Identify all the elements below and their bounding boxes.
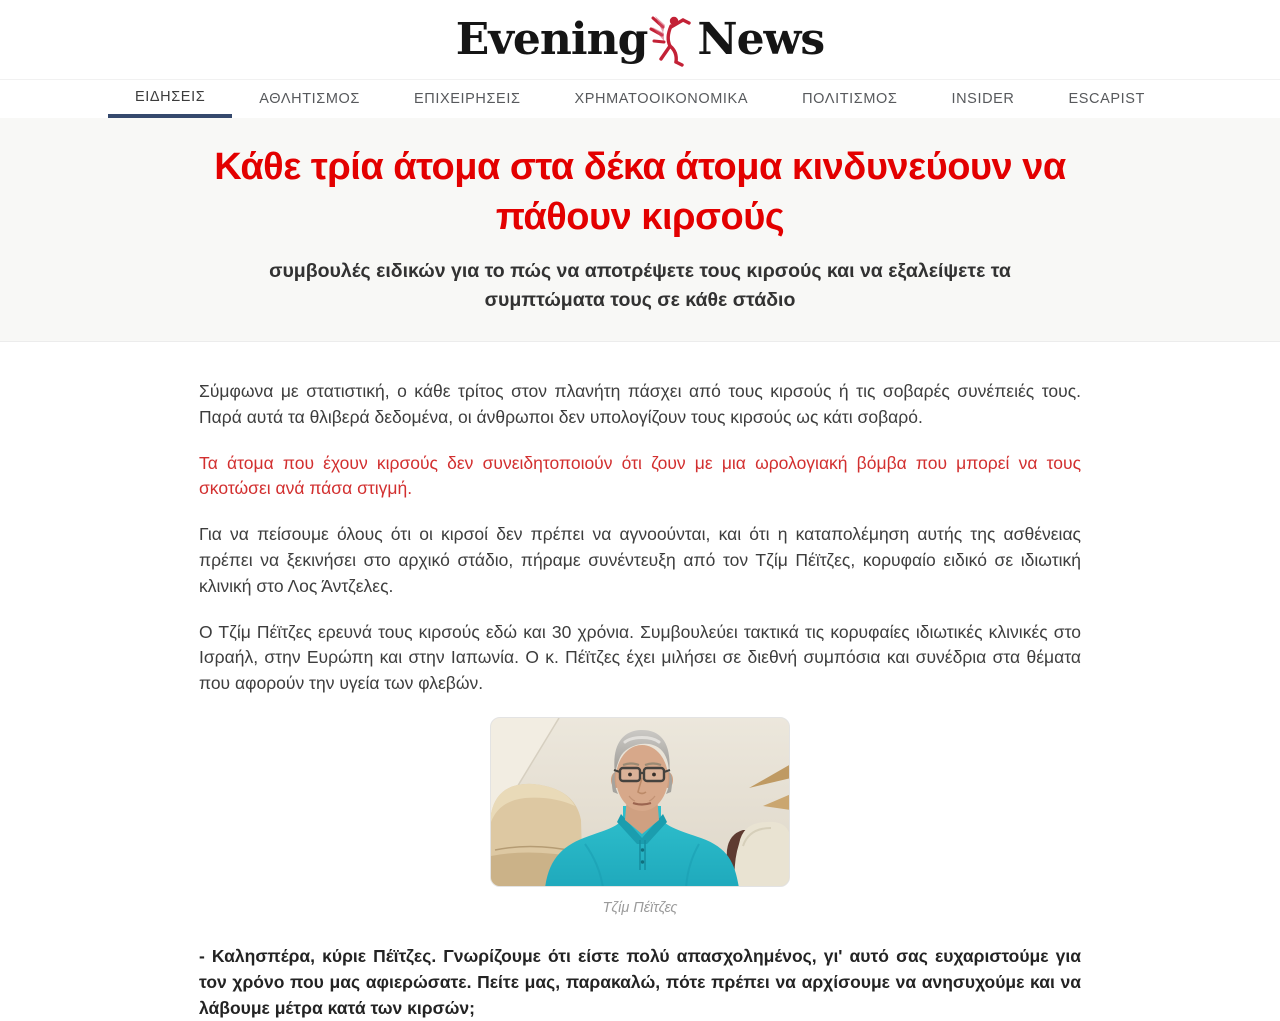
article-body	[199, 342, 1081, 1021]
photo-caption: Τζίμ Πέϊτζες	[602, 899, 678, 916]
article-headline: Κάθε τρία άτομα στα δέκα άτομα κινδυνεύουν να πάθουν κιρσούς	[214, 146, 1066, 238]
nav-item-xrhmatooikonomika[interactable]: ΧΡΗΜΑΤΟΟΙΚΟΝΟΜΙΚΑ	[574, 91, 749, 107]
nav-item-politismos[interactable]: ΠΟΛΙΤΙΣΜΟΣ	[802, 91, 898, 107]
site-logo[interactable]	[456, 11, 824, 69]
portrait-photo	[490, 717, 790, 887]
main-navigation	[0, 79, 1280, 118]
nav-item-athlitismos[interactable]: ΑΘΛΗΤΙΣΜΟΣ	[259, 91, 360, 107]
logo-text-news: News	[697, 14, 825, 65]
fairy-icon	[649, 13, 695, 71]
article-subtitle: συμβουλές ειδικών για το πώς να αποτρέψετε τους κιρσούς και να εξαλείψετε τα συμπτώματα τους σε κάθε στάδιο	[269, 260, 1011, 311]
site-header	[0, 0, 1280, 79]
paragraph-warning-red: Τα άτομα που έχουν κιρσούς δεν συνειδητοποιούν ότι ζουν με μια ωρολογιακή βόμβα που μπορεί να τους σκοτώσει ανά πάσα στιγμή.	[199, 452, 1081, 499]
nav-item-epixeirhseis[interactable]: ΕΠΙΧΕΙΡΗΣΕΙΣ	[414, 91, 521, 107]
logo-text-evening: Evening	[455, 14, 648, 65]
paragraph-expert-bio: Ο Τζίμ Πέϊτζες ερευνά τους κιρσούς εδώ και 30 χρόνια. Συμβουλεύει τακτικά τις κορυφαίες ιδιωτικές κλινικές στο Ισραήλ, στην Ευρώπη και στην Ιαπωνία. Ο κ. Πέϊτζες έχει μιλήσει σε διεθνή συμπόσια και συνέδρια στα θέματα που αφορούν την υγεία των φλεβών.	[199, 621, 1081, 694]
nav-item-insider[interactable]: INSIDER	[951, 91, 1015, 107]
nav-item-eidhseis[interactable]: ΕΙΔΗΣΕΙΣ	[108, 80, 232, 118]
paragraph-interview-intro: Για να πείσουμε όλους ότι οι κιρσοί δεν πρέπει να αγνοούνται, και ότι η καταπολέμηση αυτής της ασθένειας πρέπει να ξεκινήσει στο αρχικό στάδιο, πήραμε συνέντευξη από τον Τζίμ Πέϊτζες, κορυφαίο ειδικό σε ιδιωτική κλινική στο Λος Άντζελες.	[199, 524, 1081, 596]
paragraph-statistics: Σύμφωνα με στατιστική, ο κάθε τρίτος στον πλανήτη πάσχει από τους κιρσούς ή τις σοβαρές συνέπειές τους. Παρά αυτά τα θλιβερά δεδομένα, οι άνθρωποι δεν υπολογίζουν τους κιρσούς ως κάτι σοβαρό.	[199, 381, 1081, 427]
paragraph-interviewer-question: - Καλησπέρα, κύριε Πέϊτζες. Γνωρίζουμε ότι είστε πολύ απασχολημένος, γι' αυτό σας ευχαριστούμε για τον χρόνο που μας αφιερώσατε. Πείτε μας, παρακαλώ, πότε πρέπει να αρχίσουμε να ανησυχούμε και να λάβουμε μέτρα κατά των κιρσών;	[199, 945, 1081, 1018]
nav-item-escapist[interactable]: ESCAPIST	[1068, 91, 1145, 107]
hero-band	[0, 118, 1280, 342]
expert-figure	[199, 717, 1081, 916]
